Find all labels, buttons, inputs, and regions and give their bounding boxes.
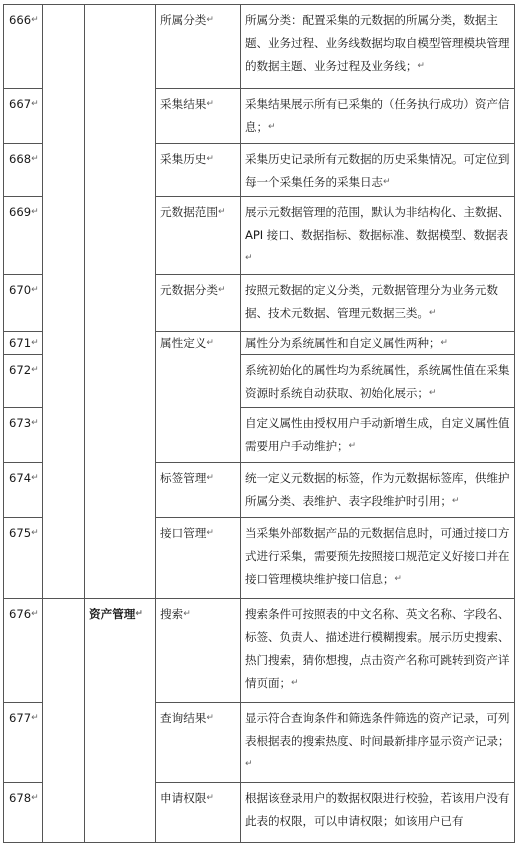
description-cell: 采集历史记录所有元数据的历史采集情况。可定位到每一个采集任务的采集日志↵ [241, 144, 515, 197]
description-cell: 当采集外部数据产品的元数据信息时，可通过接口方式进行采集，需要预先按照接口规范定义好接口并在接口管理模块维护接口信息；↵ [241, 518, 515, 599]
level1-cell [43, 599, 85, 843]
description-cell: 采集结果展示所有已采集的（任务执行成功）资产信息；↵ [241, 89, 515, 144]
description-cell: 系统初始化的属性均为系统属性，系统属性值在采集资源时系统自动获取、初始化展示；↵ [241, 355, 515, 408]
description-cell: 根据该登录用户的数据权限进行校验，若该用户没有此表的权限，可以申请权限；如该用户已有 [241, 783, 515, 843]
description-cell: 所属分类：配置采集的元数据的所属分类，数据主题、业务过程、业务线数据均取自模型管理模块管理的数据主题、业务过程及业务线；↵ [241, 5, 515, 89]
description-cell: 显示符合查询条件和筛选条件筛选的资产记录，可列表根据表的搜索热度、时间最新排序显示资产记录；↵ [241, 703, 515, 783]
row-number: 668↵ [4, 144, 43, 197]
row-number: 673↵ [4, 408, 43, 463]
level1-cell [43, 5, 85, 599]
function-cell: 搜索↵ [156, 599, 241, 703]
row-number: 666↵ [4, 5, 43, 89]
row-number: 674↵ [4, 463, 43, 518]
function-cell: 属性定义↵ [156, 332, 241, 463]
description-cell: 自定义属性由授权用户手动新增生成，自定义属性值需要用户手动维护；↵ [241, 408, 515, 463]
description-cell: 展示元数据管理的范围，默认为非结构化、主数据、API 接口、数据指标、数据标准、数据模型、数据表↵ [241, 197, 515, 275]
row-number: 669↵ [4, 197, 43, 275]
row-number: 676↵ [4, 599, 43, 703]
requirements-table [3, 4, 515, 843]
description-cell: 统一定义元数据的标签，作为元数据标签库，供维护所属分类、表维护、表字段维护时引用；↵ [241, 463, 515, 518]
row-number: 678↵ [4, 783, 43, 843]
row-number: 677↵ [4, 703, 43, 783]
table-row [4, 599, 515, 703]
function-cell: 标签管理↵ [156, 463, 241, 518]
function-cell: 接口管理↵ [156, 518, 241, 599]
row-number: 667↵ [4, 89, 43, 144]
function-cell: 采集结果↵ [156, 89, 241, 144]
function-cell: 所属分类↵ [156, 5, 241, 89]
row-number: 671↵ [4, 332, 43, 355]
description-cell: 属性分为系统属性和自定义属性两种；↵ [241, 332, 515, 355]
function-cell: 查询结果↵ [156, 703, 241, 783]
level2-cell: 资产管理↵ [85, 599, 156, 843]
function-cell: 元数据分类↵ [156, 275, 241, 332]
table-row [4, 5, 515, 89]
row-number: 672↵ [4, 355, 43, 408]
description-cell: 搜索条件可按照表的中文名称、英文名称、字段名、标签、负责人、描述进行模糊搜索。展示历史搜索、热门搜索，猜你想搜，点击资产名称可跳转到资产详情页面；↵ [241, 599, 515, 703]
function-cell: 采集历史↵ [156, 144, 241, 197]
row-number: 670↵ [4, 275, 43, 332]
description-cell: 按照元数据的定义分类，元数据管理分为业务元数据、技术元数据、管理元数据三类。↵ [241, 275, 515, 332]
function-cell: 元数据范围↵ [156, 197, 241, 275]
level2-cell [85, 5, 156, 599]
function-cell: 申请权限↵ [156, 783, 241, 843]
row-number: 675↵ [4, 518, 43, 599]
